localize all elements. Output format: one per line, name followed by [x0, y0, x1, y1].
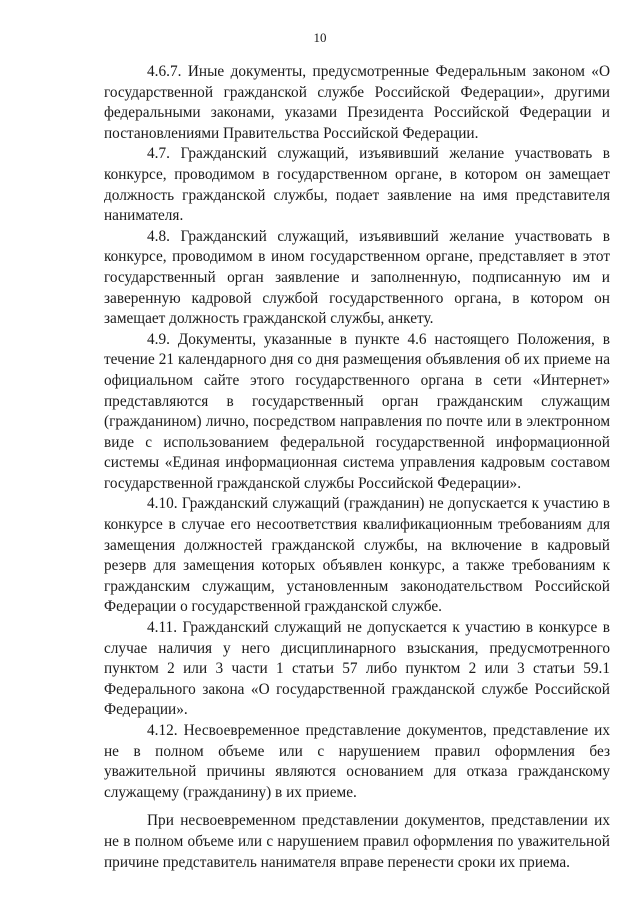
page-number: 10 — [313, 30, 327, 45]
paragraph-4-11: 4.11. Гражданский служащий не допускается к участию в конкурсе в случае наличия у него дисциплинарного взыскания, предусмотренного пунктом 2 или 3 части 1 статьи 57 либо пунктом 2 или 3 статьи 59.1 Федерального закона «О государственной гражданской службе Российской Федерации». — [104, 619, 610, 719]
paragraph-4-10: 4.10. Гражданский служащий (гражданин) не допускается к участию в конкурсе в случае его несоответствия квалификационным требованиям для замещения должностей гражданской службы, на включение в кадровый резерв для замещения которых объявлен конкурс, а также требованиям к гражданским служащим, установленным законодательством Российской Федерации о государственной гражданской службе. — [104, 495, 610, 616]
paragraph-4-7: 4.7. Гражданский служащий, изъявивший желание участвовать в конкурсе, проводимом в государственном органе, в котором он замещает должность гражданской службы, подает заявление на имя представителя нанимателя. — [104, 145, 610, 225]
document-body — [104, 62, 610, 873]
paragraph-4-9: 4.9. Документы, указанные в пункте 4.6 настоящего Положения, в течение 21 календарного дня со дня размещения объявления об их приеме на официальном сайте этого государственного органа в сети «Интернет» представляются в государственный орган гражданским служащим (гражданином) лично, посредством направления по почте или в электронном виде с использованием федеральной государственной информационной системы «Единая информационная система управления кадровым составом государственной гражданской службы Российской Федерации». — [104, 330, 610, 492]
paragraph-4-8: 4.8. Гражданский служащий, изъявивший желание участвовать в конкурсе, проводимом в ином государственном органе, представляет в этот государственный орган заявление и заполненную, подписанную им и заверенную кадровой службой государственного органа, в котором он замещает должность гражданской службы, анкету. — [104, 227, 610, 328]
paragraph-4-6-7: 4.6.7. Иные документы, предусмотренные Федеральным законом «О государственной гражданской службе Российской Федерации», другими федеральными законами, указами Президента Российской Федерации и постановлениями Правительства Российской Федерации. — [104, 63, 610, 142]
paragraph-spacer — [104, 803, 610, 811]
paragraph-postponement: При несвоевременном представлении документов, представлении их не в полном объеме или с нарушением правил оформления по уважительной причине представитель нанимателя вправе перенести сроки их приема. — [104, 812, 610, 871]
paragraph-4-12: 4.12. Несвоевременное представление документов, представление их не в полном объеме или с нарушением правил оформления без уважительной причины являются основанием для отказа гражданскому служащему (гражданину) в их приеме. — [104, 722, 610, 801]
